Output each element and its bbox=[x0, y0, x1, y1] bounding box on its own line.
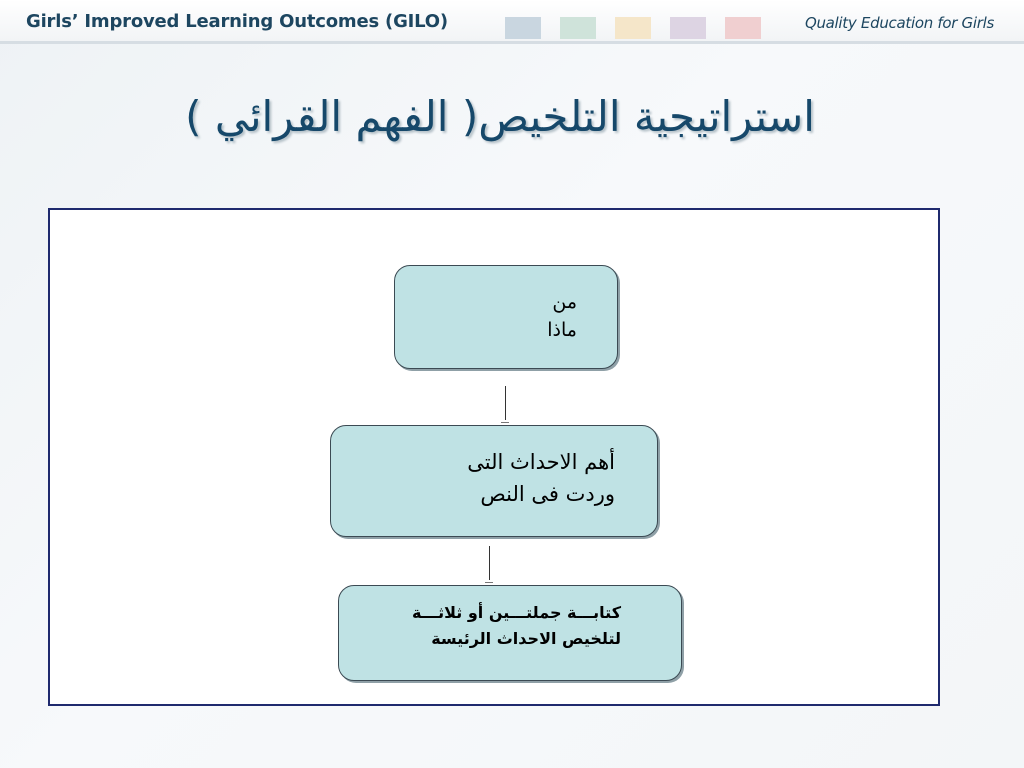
flow-node-line: أهم الاحداث التى bbox=[467, 450, 615, 474]
flow-node-main-events bbox=[330, 425, 658, 537]
flow-connector bbox=[505, 386, 506, 420]
connector-arrowhead bbox=[485, 578, 493, 583]
flow-node-line: لتلخيص الاحداث الرئيسة bbox=[431, 629, 621, 648]
color-swatch bbox=[505, 17, 541, 39]
connector-arrowhead bbox=[501, 418, 509, 423]
flow-node-line: من bbox=[552, 291, 577, 313]
flow-node-line: كتابـــة جملتـــين أو ثلاثـــة bbox=[411, 603, 621, 622]
content-frame bbox=[48, 208, 940, 706]
header-title: Girls’ Improved Learning Outcomes (GILO) bbox=[26, 11, 448, 32]
flow-node-summary-writing bbox=[338, 585, 682, 681]
color-swatch bbox=[725, 17, 761, 39]
slide-title: استراتيجية التلخيص( الفهم القرائي ) bbox=[185, 92, 815, 141]
flow-node-text bbox=[467, 446, 615, 510]
color-swatch bbox=[560, 17, 596, 39]
color-swatch bbox=[615, 17, 651, 39]
flow-node-who-what bbox=[394, 265, 618, 369]
flow-node-text bbox=[547, 288, 577, 344]
flow-connector bbox=[489, 546, 490, 580]
flow-node-text bbox=[412, 600, 621, 652]
header-tagline: Quality Education for Girls bbox=[804, 14, 994, 32]
flow-node-line: ماذا bbox=[547, 319, 577, 341]
flow-node-line: وردت فى النص bbox=[480, 482, 615, 506]
header-bar bbox=[0, 0, 1024, 44]
color-swatch bbox=[670, 17, 706, 39]
